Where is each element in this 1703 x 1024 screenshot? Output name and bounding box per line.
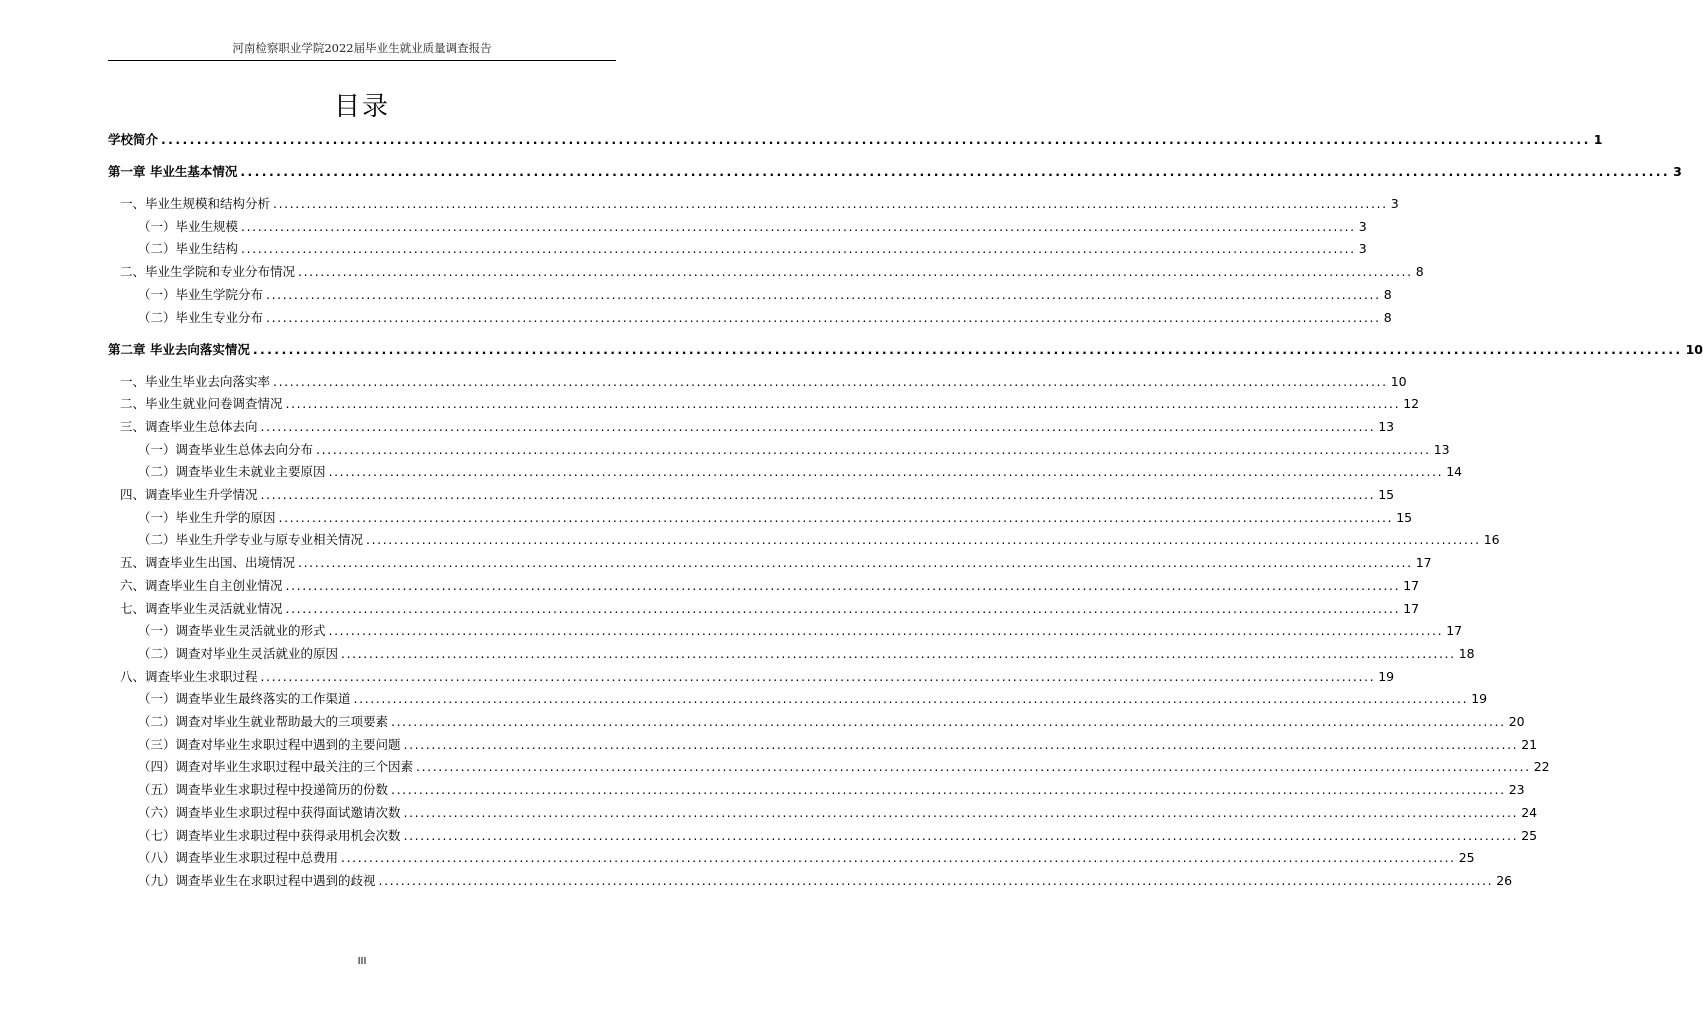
toc-dot-leader: ........................................................................................................................................................................................................ <box>241 218 1356 234</box>
toc-entry-page: 13 <box>1433 441 1450 457</box>
toc-entry[interactable] <box>138 213 1367 235</box>
toc-entry[interactable] <box>120 663 1395 685</box>
toc-entry-page: 17 <box>1446 623 1463 639</box>
toc-entry-page: 12 <box>1403 396 1420 412</box>
toc-entry-page: 13 <box>1378 418 1395 434</box>
toc-entry-label: （三）调查对毕业生求职过程中遇到的主要问题 <box>138 736 401 752</box>
toc-entry-label: （二）毕业生升学专业与原专业相关情况 <box>138 532 364 548</box>
toc-entry[interactable] <box>138 822 1538 844</box>
toc-entry-label: 五、调查毕业生出国、出境情况 <box>120 555 296 571</box>
toc-entry-label: （一）调查毕业生总体去向分布 <box>138 441 314 457</box>
toc-entry[interactable] <box>138 753 1550 775</box>
toc-entry-page: 15 <box>1396 509 1413 525</box>
toc-entry[interactable] <box>108 336 1703 358</box>
toc-entry-label: （一）毕业生升学的原因 <box>138 509 276 525</box>
toc-entry-page: 3 <box>1673 164 1682 179</box>
toc-entry-page: 22 <box>1533 759 1550 775</box>
toc-dot-leader: ........................................................................................................................................................................................................ <box>416 759 1531 775</box>
page-number: III <box>357 956 367 967</box>
toc-entry-page: 25 <box>1458 850 1475 866</box>
toc-entry[interactable] <box>120 572 1420 594</box>
toc-dot-leader: ........................................................................................................................................................................................................ <box>252 341 1683 357</box>
toc-dot-leader: ........................................................................................................................................................................................................ <box>403 804 1519 820</box>
toc-dot-leader: ........................................................................................................................................................................................................ <box>285 600 1401 616</box>
toc-entry-label: （五）调查毕业生求职过程中投递简历的份数 <box>138 782 389 798</box>
toc-dot-leader: ........................................................................................................................................................................................................ <box>260 418 1376 434</box>
toc-entry-label: （一）毕业生学院分布 <box>138 286 264 302</box>
toc-entry-label: （八）调查毕业生求职过程中总费用 <box>138 850 339 866</box>
toc-dot-leader: ........................................................................................................................................................................................................ <box>273 373 1388 389</box>
toc-entry-label: 第二章 毕业去向落实情况 <box>108 341 250 357</box>
toc-entry-page: 26 <box>1496 872 1513 888</box>
toc-entry-page: 18 <box>1458 645 1475 661</box>
toc-dot-leader: ........................................................................................................................................................................................................ <box>391 714 1506 729</box>
toc-entry[interactable] <box>138 640 1475 662</box>
toc-entry-label: （七）调查毕业生求职过程中获得录用机会次数 <box>138 827 401 843</box>
toc-entry-page: 14 <box>1446 464 1463 480</box>
toc-dot-leader: ........................................................................................................................................................................................................ <box>378 872 1494 888</box>
toc-entry[interactable] <box>120 595 1420 617</box>
toc-entry-label: 八、调查毕业生求职过程 <box>120 668 258 684</box>
toc-entry-page: 23 <box>1508 782 1525 798</box>
toc-entry-label: 三、调查毕业生总体去向 <box>120 418 258 434</box>
toc-entry[interactable] <box>138 281 1392 303</box>
toc-entry[interactable] <box>120 368 1407 390</box>
toc-entry[interactable] <box>120 549 1432 571</box>
toc-entry-label: 四、调查毕业生升学情况 <box>120 487 258 502</box>
toc-dot-leader: ........................................................................................................................................................................................................ <box>266 286 1381 302</box>
toc-dot-leader: ........................................................................................................................................................................................................ <box>298 264 1413 280</box>
toc-entry[interactable] <box>138 776 1525 798</box>
toc-entry-page: 20 <box>1508 714 1525 729</box>
toc-entry[interactable] <box>120 390 1420 412</box>
toc-dot-leader: ........................................................................................................................................................................................................ <box>298 555 1413 571</box>
toc-entry-label: （一）毕业生规模 <box>138 218 239 234</box>
toc-entry-label: （一）调查毕业生灵活就业的形式 <box>138 623 326 639</box>
toc-entry[interactable] <box>138 436 1450 458</box>
toc-entry-page: 3 <box>1358 218 1367 234</box>
toc-entry-page: 25 <box>1521 827 1538 843</box>
toc-entry-page: 10 <box>1685 341 1703 357</box>
toc-dot-leader: ........................................................................................................................................................................................................ <box>403 827 1519 843</box>
toc-entry-label: 七、调查毕业生灵活就业情况 <box>120 600 283 616</box>
toc-dot-leader: ........................................................................................................................................................................................................ <box>285 577 1401 593</box>
toc-entry[interactable] <box>120 190 1399 212</box>
toc-entry[interactable] <box>138 867 1513 889</box>
toc-entry-page: 8 <box>1383 286 1392 302</box>
toc-dot-leader: ........................................................................................................................................................................................................ <box>341 645 1456 661</box>
toc-dot-leader: ........................................................................................................................................................................................................ <box>328 623 1444 639</box>
toc-entry-label: （二）调查毕业生未就业主要原因 <box>138 464 326 480</box>
toc-entry-page: 10 <box>1390 373 1407 389</box>
toc-entry[interactable] <box>138 304 1392 326</box>
toc-entry-label: （九）调查毕业生在求职过程中遇到的歧视 <box>138 872 376 888</box>
toc-dot-leader: ........................................................................................................................................................................................................ <box>260 668 1376 684</box>
toc-dot-leader: ........................................................................................................................................................................................................ <box>341 850 1456 866</box>
toc-dot-leader: ........................................................................................................................................................................................................ <box>273 196 1388 211</box>
page-title: 目录 <box>333 92 390 122</box>
toc-entry-page: 15 <box>1378 487 1395 502</box>
toc-entry-label: 六、调查毕业生自主创业情况 <box>120 577 283 593</box>
toc-entry-label: 学校简介 <box>108 132 159 147</box>
toc-entry-page: 24 <box>1521 804 1538 820</box>
toc-entry[interactable] <box>138 844 1475 866</box>
toc-entry[interactable] <box>138 708 1525 730</box>
toc-entry-label: （一）调查毕业生最终落实的工作渠道 <box>138 691 351 707</box>
toc-dot-leader: ........................................................................................................................................................................................................ <box>328 464 1444 480</box>
toc-entry[interactable] <box>108 158 1682 180</box>
toc-entry-page: 16 <box>1483 532 1500 548</box>
toc-entry[interactable] <box>138 685 1488 707</box>
toc-entry-label: （二）调查对毕业生就业帮助最大的三项要素 <box>138 714 389 729</box>
header-rule <box>108 60 616 61</box>
toc-entry-label: （二）毕业生结构 <box>138 241 239 257</box>
toc-entry-label: （二）毕业生专业分布 <box>138 309 264 325</box>
toc-entry[interactable] <box>108 126 1603 148</box>
toc-entry-page: 3 <box>1358 241 1367 257</box>
toc-dot-leader: ........................................................................................................................................................................................................ <box>278 509 1394 525</box>
toc-entry-label: 一、毕业生规模和结构分析 <box>120 196 271 211</box>
toc-entry-page: 21 <box>1521 736 1538 752</box>
toc-entry-page: 17 <box>1403 600 1420 616</box>
toc-dot-leader: ........................................................................................................................................................................................................ <box>366 532 1481 548</box>
toc-entry[interactable] <box>120 258 1424 280</box>
toc-entry[interactable] <box>138 617 1463 639</box>
toc-entry-label: 一、毕业生毕业去向落实率 <box>120 373 271 389</box>
toc-dot-leader: ........................................................................................................................................................................................................ <box>316 441 1431 457</box>
toc-entry[interactable] <box>138 731 1538 753</box>
toc-dot-leader: ........................................................................................................................................................................................................ <box>285 396 1401 412</box>
running-header: 河南检察职业学院2022届毕业生就业质量调查报告 <box>232 41 492 55</box>
toc-entry-label: （二）调查对毕业生灵活就业的原因 <box>138 645 339 661</box>
toc-dot-leader: ........................................................................................................................................................................................................ <box>161 132 1591 147</box>
toc-entry-page: 8 <box>1383 309 1392 325</box>
toc-dot-leader: ........................................................................................................................................................................................................ <box>260 487 1376 502</box>
toc-entry[interactable] <box>138 235 1367 257</box>
toc-entry[interactable] <box>138 799 1538 821</box>
toc-entry-label: （四）调查对毕业生求职过程中最关注的三个因素 <box>138 759 414 775</box>
toc-entry[interactable] <box>138 504 1413 526</box>
toc-entry[interactable] <box>120 481 1395 503</box>
toc-dot-leader: ........................................................................................................................................................................................................ <box>353 691 1469 707</box>
toc-entry-label: （六）调查毕业生求职过程中获得面试邀请次数 <box>138 804 401 820</box>
toc-entry-page: 17 <box>1415 555 1432 571</box>
toc-entry[interactable] <box>138 526 1500 548</box>
toc-entry-label: 二、毕业生学院和专业分布情况 <box>120 264 296 280</box>
toc-entry[interactable] <box>120 413 1395 435</box>
toc-dot-leader: ........................................................................................................................................................................................................ <box>391 782 1506 798</box>
toc-entry-page: 3 <box>1390 196 1399 211</box>
toc-dot-leader: ........................................................................................................................................................................................................ <box>241 241 1356 257</box>
toc-entry[interactable] <box>138 458 1463 480</box>
toc-entry-label: 第一章 毕业生基本情况 <box>108 164 238 179</box>
toc-entry-page: 19 <box>1471 691 1488 707</box>
toc-entry-page: 17 <box>1403 577 1420 593</box>
toc-entry-page: 19 <box>1378 668 1395 684</box>
toc-dot-leader: ........................................................................................................................................................................................................ <box>240 164 1671 179</box>
toc-entry-page: 8 <box>1415 264 1424 280</box>
toc-entry-label: 二、毕业生就业问卷调查情况 <box>120 396 283 412</box>
toc-dot-leader: ........................................................................................................................................................................................................ <box>266 309 1381 325</box>
toc-entry-page: 1 <box>1593 132 1603 147</box>
toc-dot-leader: ........................................................................................................................................................................................................ <box>403 736 1519 752</box>
